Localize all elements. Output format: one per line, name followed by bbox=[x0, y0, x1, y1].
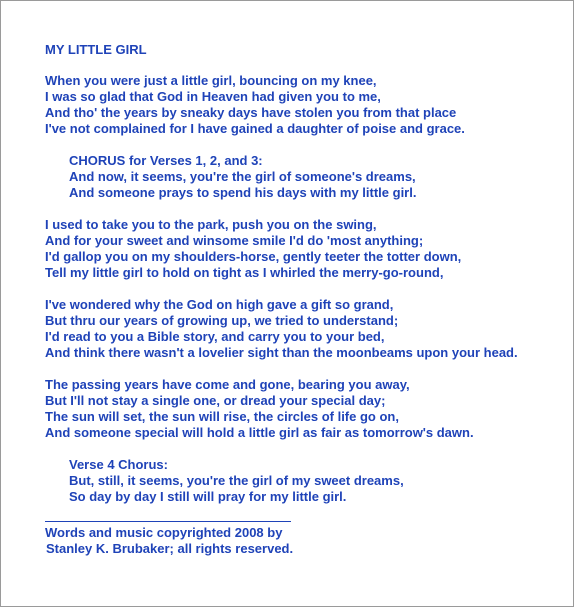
chorus-line: So day by day I still will pray for my little girl. bbox=[69, 489, 347, 504]
chorus-line: But, still, it seems, you're the girl of my sweet dreams, bbox=[69, 473, 404, 488]
chorus-1 bbox=[45, 153, 565, 201]
copyright-line: Stanley K. Brubaker; all rights reserved. bbox=[46, 541, 294, 556]
verse-line: I used to take you to the park, push you on the swing, bbox=[45, 217, 377, 232]
poem-page bbox=[45, 42, 565, 557]
verse-line: But thru our years of growing up, we tried to understand; bbox=[45, 313, 399, 328]
verse-line: And someone special will hold a little girl as fair as tomorrow's dawn. bbox=[45, 425, 474, 440]
verse-line: But I'll not stay a single one, or dread your special day; bbox=[45, 393, 386, 408]
verse-line: Tell my little girl to hold on tight as I whirled the merry-go-round, bbox=[45, 265, 444, 280]
copyright-footer bbox=[45, 521, 565, 557]
verse-line: I was so glad that God in Heaven had given you to me, bbox=[45, 89, 381, 104]
verse-line: I'd gallop you on my shoulders-horse, gently teeter the totter down, bbox=[45, 249, 462, 264]
copyright-line: Words and music copyrighted 2008 by bbox=[45, 525, 283, 540]
verse-4 bbox=[45, 377, 565, 441]
verse-line: And tho' the years by sneaky days have stolen you from that place bbox=[45, 105, 457, 120]
verse-3 bbox=[45, 297, 565, 361]
verse-1 bbox=[45, 73, 565, 137]
chorus-line: And someone prays to spend his days with my little girl. bbox=[69, 185, 417, 200]
poem-title: MY LITTLE GIRL bbox=[45, 42, 147, 57]
chorus-line: And now, it seems, you're the girl of someone's dreams, bbox=[69, 169, 416, 184]
verse-line: I've wondered why the God on high gave a gift so grand, bbox=[45, 297, 394, 312]
verse-line: And think there wasn't a lovelier sight than the moonbeams upon your head. bbox=[45, 345, 518, 360]
verse-line: And for your sweet and winsome smile I'd do 'most anything; bbox=[45, 233, 424, 248]
chorus-heading: Verse 4 Chorus: bbox=[69, 457, 168, 472]
verse-line: The sun will set, the sun will rise, the circles of life go on, bbox=[45, 409, 399, 424]
verse-line: When you were just a little girl, bouncing on my knee, bbox=[45, 73, 377, 88]
chorus-2 bbox=[45, 457, 565, 505]
verse-line: The passing years have come and gone, bearing you away, bbox=[45, 377, 410, 392]
chorus-heading: CHORUS for Verses 1, 2, and 3: bbox=[69, 153, 263, 168]
verse-line: I'd read to you a Bible story, and carry you to your bed, bbox=[45, 329, 385, 344]
verse-line: I've not complained for I have gained a daughter of poise and grace. bbox=[45, 121, 465, 136]
verse-2 bbox=[45, 217, 565, 281]
footer-divider bbox=[45, 521, 291, 522]
